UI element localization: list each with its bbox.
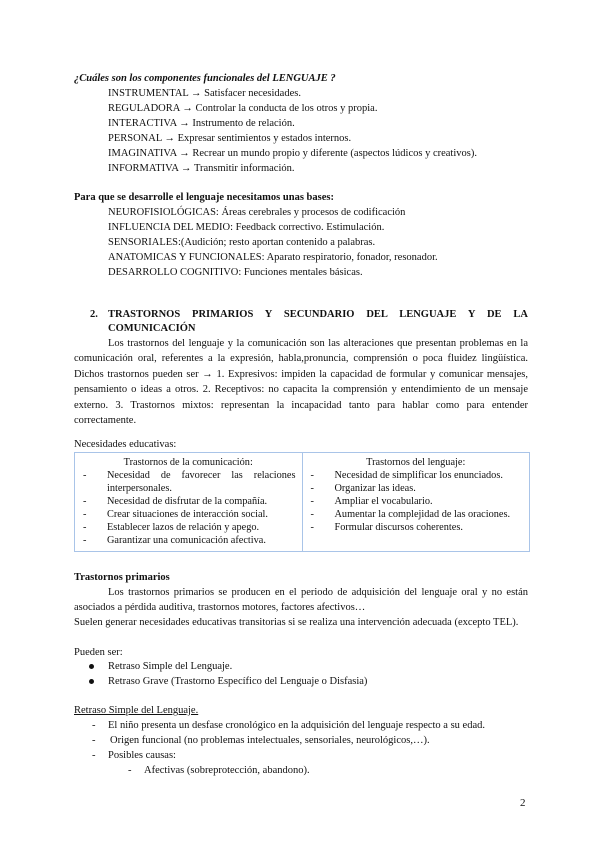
primary-paragraph: Los trastornos primarios se producen en el periodo de adquisición del lenguaje oral y no están asociados a pérdida auditiva, trastornos motores, factores afectivos… bbox=[74, 587, 528, 614]
can-be-label: Pueden ser: bbox=[74, 647, 123, 658]
simple-delay-item: Posibles causas: bbox=[108, 750, 176, 761]
language-item: - Necesidad de simplificar los enunciados. bbox=[309, 469, 524, 482]
language-column bbox=[302, 453, 530, 552]
communication-item: - Necesidad de disfrutar de la compañía. bbox=[81, 495, 296, 508]
language-item: - Aumentar la complejidad de las oraciones. bbox=[309, 508, 524, 521]
communication-column bbox=[75, 453, 303, 552]
dash-icon: - bbox=[92, 735, 96, 746]
language-item: - Ampliar el vocabulario. bbox=[309, 495, 524, 508]
language-item: - Organizar las ideas. bbox=[309, 482, 524, 495]
bases-item: ANATOMICAS Y FUNCIONALES: Aparato respiratorio, fonador, resonador. bbox=[108, 252, 438, 263]
communication-item: - Garantizar una comunicación afectiva. bbox=[81, 534, 296, 547]
needs-table bbox=[74, 452, 530, 552]
primary-paragraph-2: Suelen generar necesidades educativas transitorias si se realiza una intervención adecuada (excepto TEL). bbox=[74, 617, 519, 628]
component-item: INSTRUMENTAL → Satisfacer necesidades. bbox=[108, 88, 301, 99]
primary-type-item: Retraso Grave (Trastorno Específico del Lenguaje o Disfasia) bbox=[108, 676, 368, 687]
communication-item: - Necesidad de favorecer las relaciones interpersonales. bbox=[81, 469, 296, 495]
dash-icon: - bbox=[128, 765, 132, 776]
communication-title: Trastornos de la comunicación: bbox=[123, 457, 253, 468]
bases-item: NEUROFISIOLÓGICAS: Áreas cerebrales y procesos de codificación bbox=[108, 207, 406, 218]
language-title: Trastornos del lenguaje: bbox=[366, 457, 466, 468]
section-number: 2. bbox=[90, 309, 98, 320]
simple-delay-item: El niño presenta un desfase cronológico en la adquisición del lenguaje respecto a su edad. bbox=[108, 720, 485, 731]
component-item: PERSONAL → Expresar sentimientos y estados internos. bbox=[108, 133, 352, 144]
bullet-icon bbox=[89, 679, 94, 684]
component-item: INFORMATIVA → Transmitir información. bbox=[108, 163, 295, 174]
section-paragraph: Los trastornos del lenguaje y la comunicación son las alteraciones que presentan problemas en la comunicación oral, referentes a la expresión, habla,pronuncia, comprensión o poca fluidez lingüística. Dichos trastornos pueden ser → 1. Expresivos: impiden la capacidad de formular y comunicar mensajes, pensamiento o ideas a otros. 2. Receptivos: no capacita la comprensión y entendimiento de un mensaje externo. 3. Trastornos mixtos: representan la incapacidad tanto para hablar como para entender correctamente. bbox=[74, 338, 528, 427]
simple-delay-heading: Retraso Simple del Lenguaje. bbox=[74, 705, 199, 716]
page-number: 2 bbox=[520, 797, 526, 809]
primary-heading: Trastornos primarios bbox=[74, 572, 170, 583]
dash-icon: - bbox=[92, 720, 96, 731]
component-item: REGULADORA → Controlar la conducta de los otros y propia. bbox=[108, 103, 378, 114]
bases-heading: Para que se desarrolle el lenguaje necesitamos unas bases: bbox=[74, 192, 334, 203]
communication-item: - Crear situaciones de interacción social. bbox=[81, 508, 296, 521]
bases-item: INFLUENCIA DEL MEDIO: Feedback correctivo. Estimulación. bbox=[108, 222, 385, 233]
bases-item: DESARROLLO COGNITIVO: Funciones mentales básicas. bbox=[108, 267, 363, 278]
dash-icon: - bbox=[92, 750, 96, 761]
simple-delay-sub-item: Afectivas (sobreprotección, abandono). bbox=[144, 765, 310, 776]
primary-type-item: Retraso Simple del Lenguaje. bbox=[108, 661, 233, 672]
language-item: - Formular discursos coherentes. bbox=[309, 521, 524, 534]
components-heading: ¿Cuáles son los componentes funcionales del LENGUAJE ? bbox=[74, 73, 336, 84]
bases-item: SENSORIALES:(Audición; resto aportan contenido a palabras. bbox=[108, 237, 376, 248]
section-title-line2: COMUNICACIÓN bbox=[108, 323, 196, 334]
simple-delay-item: Origen funcional (no problemas intelectuales, sensoriales, neurológicos,…). bbox=[110, 735, 430, 746]
section-title: TRASTORNOS PRIMARIOS Y SECUNDARIO DEL LENGUAJE Y DE LA bbox=[108, 309, 528, 320]
component-item: IMAGINATIVA → Recrear un mundo propio y diferente (aspectos lúdicos y creativos). bbox=[108, 148, 477, 159]
communication-item: - Establecer lazos de relación y apego. bbox=[81, 521, 296, 534]
bullet-icon bbox=[89, 664, 94, 669]
needs-label: Necesidades educativas: bbox=[74, 439, 177, 450]
component-item: INTERACTIVA → Instrumento de relación. bbox=[108, 118, 295, 129]
